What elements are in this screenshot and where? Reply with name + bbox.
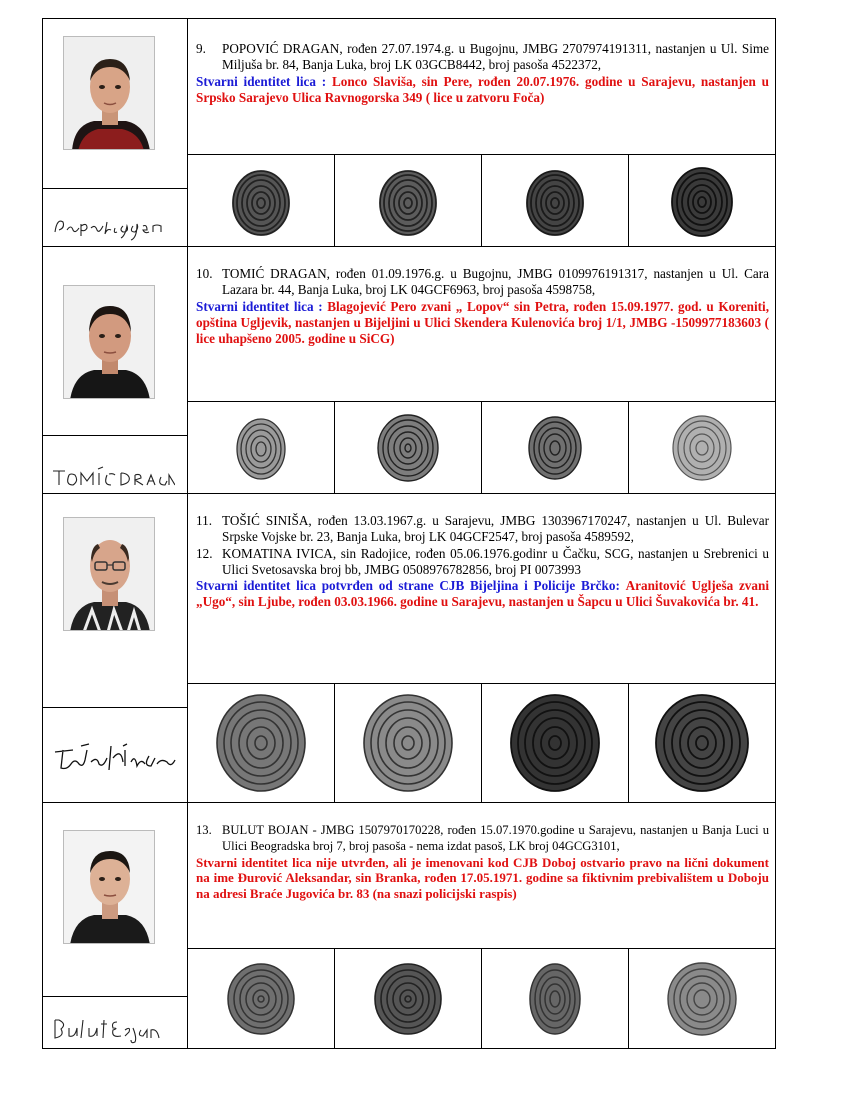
person-entry bbox=[196, 266, 769, 299]
person-entry bbox=[196, 513, 769, 546]
photo-cell bbox=[43, 247, 187, 436]
person-entry bbox=[196, 546, 769, 579]
signature-cell bbox=[43, 188, 187, 246]
fingerprint-icon bbox=[507, 691, 603, 795]
person-photo bbox=[63, 285, 155, 399]
fingerprint-cell bbox=[188, 684, 335, 802]
signature-cell bbox=[43, 996, 187, 1048]
photo-cell bbox=[43, 803, 187, 997]
entry-text: TOMIĆ DRAGAN, rođen 01.09.1976.g. u Bugojnu, JMBG 0109976191317, nastanjen u Ul. Cara Lazara br. 44, Banja Luka, broj LK 04GCF6963, broj pasoša 4598758, bbox=[222, 266, 769, 298]
fingerprint-cell bbox=[188, 949, 335, 1048]
fingerprints-row bbox=[188, 683, 775, 802]
fingerprint-cell bbox=[482, 684, 629, 802]
fingerprint-icon bbox=[670, 413, 734, 483]
fingerprint-icon bbox=[652, 691, 752, 795]
photo-signature-column bbox=[43, 19, 188, 246]
record-text bbox=[188, 494, 775, 611]
person-photo bbox=[63, 36, 155, 150]
fingerprints-row bbox=[188, 401, 775, 493]
fingerprint-icon bbox=[360, 691, 456, 795]
fingerprint-cell bbox=[482, 949, 629, 1048]
photo-signature-column bbox=[43, 803, 188, 1048]
fingerprints-row bbox=[188, 948, 775, 1048]
signature-cell bbox=[43, 707, 187, 802]
fingerprint-cell bbox=[188, 402, 335, 493]
person-entry bbox=[196, 823, 769, 855]
fingerprint-icon bbox=[526, 414, 584, 482]
entry-text: TOŠIĆ SINIŠA, rođen 13.03.1967.g. u Sarajevu, JMBG 1303967170247, nastanjen u Ul. Bulevar Srpske Vojske br. 23, Banja Luka, broj LK 04GCF2547, broj pasoša 4589592, bbox=[222, 513, 769, 545]
fingerprint-icon bbox=[234, 415, 288, 481]
identity-text: Blagojević Pero zvani „ Lopov“ sin Petra, rođen 15.09.1977. god. u Koreniti, opština Ugljevik, nastanjen u Bijeljini u Ulici Skendera Kulenovića broj 1/1, JMBG -1509977183603 ( lice uhapšeno 2005. godine u SiCG) bbox=[196, 298, 770, 347]
fingerprint-icon bbox=[230, 165, 292, 237]
fingerprint-cell bbox=[482, 402, 629, 493]
record-row-13 bbox=[42, 802, 776, 1049]
real-identity bbox=[196, 855, 769, 902]
person-photo bbox=[63, 830, 155, 944]
identity-text: Lonco Slaviša, sin Pere, rođen 20.07.1976. godine u Sarajevu, nastanjen u Srpsko Sarajevo Ulica Ravnogorska 349 ( lice u zatvoru Foča) bbox=[196, 73, 769, 105]
photo-signature-column bbox=[43, 494, 188, 802]
record-row-10 bbox=[42, 246, 776, 494]
record-row-11-12 bbox=[42, 493, 776, 803]
entry-text: POPOVIĆ DRAGAN, rođen 27.07.1974.g. u Bugojnu, JMBG 2707974191311, nastanjen u Ul. Sime Miljuša br. 84, Banja Luka, broj LK 03GCB8442, broj pasoša 4522372, bbox=[222, 41, 769, 73]
fingerprint-cell bbox=[629, 402, 775, 493]
fingerprint-icon bbox=[372, 961, 444, 1037]
fingerprint-icon bbox=[375, 412, 441, 484]
entry-text: KOMATINA IVICA, sin Radojice, rođen 05.06.1976.godinr u Čačku, SCG, nastanjen u Srebrenici u Ulici Svetosavska broj bb, JMBG 0508976782856, broj PI 0073993 bbox=[222, 545, 769, 577]
entry-text: BULUT BOJAN - JMBG 1507970170228, rođen 15.07.1970.godine u Sarajevu, nastanjen u Banja Luci u Ulici Beogradska broj 7, broj pasoša - nema izdat pasoš, LK broj 04GCG3101, bbox=[222, 823, 769, 853]
fingerprint-icon bbox=[665, 960, 739, 1038]
photo-cell bbox=[43, 494, 187, 708]
identity-label: Stvarni identitet lica : bbox=[196, 73, 327, 89]
photo-cell bbox=[43, 19, 187, 189]
fingerprint-icon bbox=[669, 164, 735, 238]
fingerprint-cell bbox=[335, 949, 482, 1048]
person-photo bbox=[63, 517, 155, 631]
record-row-9 bbox=[42, 18, 776, 247]
fingerprint-cell bbox=[629, 155, 775, 246]
real-identity bbox=[196, 578, 769, 611]
record-text bbox=[188, 803, 775, 902]
entry-number: 11. bbox=[196, 513, 212, 528]
fingerprint-icon bbox=[524, 165, 586, 237]
identity-label: Stvarni identitet lica : bbox=[196, 298, 323, 314]
fingerprint-icon bbox=[527, 961, 583, 1037]
person-entry bbox=[196, 41, 769, 74]
fingerprint-cell bbox=[335, 684, 482, 802]
entry-number: 10. bbox=[196, 266, 213, 281]
real-identity bbox=[196, 74, 769, 107]
photo-signature-column bbox=[43, 247, 188, 493]
fingerprint-icon bbox=[213, 691, 309, 795]
identity-text: Aranitović Uglješa zvani „Ugo“, sin Ljube, rođen 03.03.1966. godine u Sarajevu, nastanjen u Šapcu u Ulici Šuvakovića br. 41. bbox=[196, 578, 769, 610]
entry-number: 13. bbox=[196, 823, 212, 837]
fingerprint-icon bbox=[377, 165, 439, 237]
fingerprint-cell bbox=[629, 949, 775, 1048]
signature-icon bbox=[51, 738, 181, 778]
identity-text: Stvarni identitet lica nije utvrđen, ali je imenovani kod CJB Doboj ostvario pravo na lični dokument na ime Đurović Aleksandar, sin Branka, rođen 17.05.1971. godine sa fiktivnim prebivalištem u Doboju na adresi Braće Jugovića br. 83 (na snazi policijski raspis) bbox=[196, 854, 769, 902]
signature-icon bbox=[51, 1014, 161, 1044]
signature-icon bbox=[51, 212, 171, 242]
fingerprint-icon bbox=[225, 961, 297, 1037]
signature-icon bbox=[51, 463, 175, 489]
identity-label: Stvarni identitet lica potvrđen od strane CJB Bijeljina i Policije Brčko: bbox=[196, 578, 620, 594]
entry-number: 12. bbox=[196, 545, 213, 561]
fingerprint-cell bbox=[482, 155, 629, 246]
fingerprint-cell bbox=[335, 155, 482, 246]
record-text bbox=[188, 247, 775, 347]
real-identity bbox=[196, 299, 769, 348]
fingerprints-row bbox=[188, 154, 775, 246]
fingerprint-cell bbox=[629, 684, 775, 802]
record-text bbox=[188, 19, 775, 106]
fingerprint-cell bbox=[188, 155, 335, 246]
entry-number: 9. bbox=[196, 41, 206, 56]
signature-cell bbox=[43, 435, 187, 493]
fingerprint-cell bbox=[335, 402, 482, 493]
